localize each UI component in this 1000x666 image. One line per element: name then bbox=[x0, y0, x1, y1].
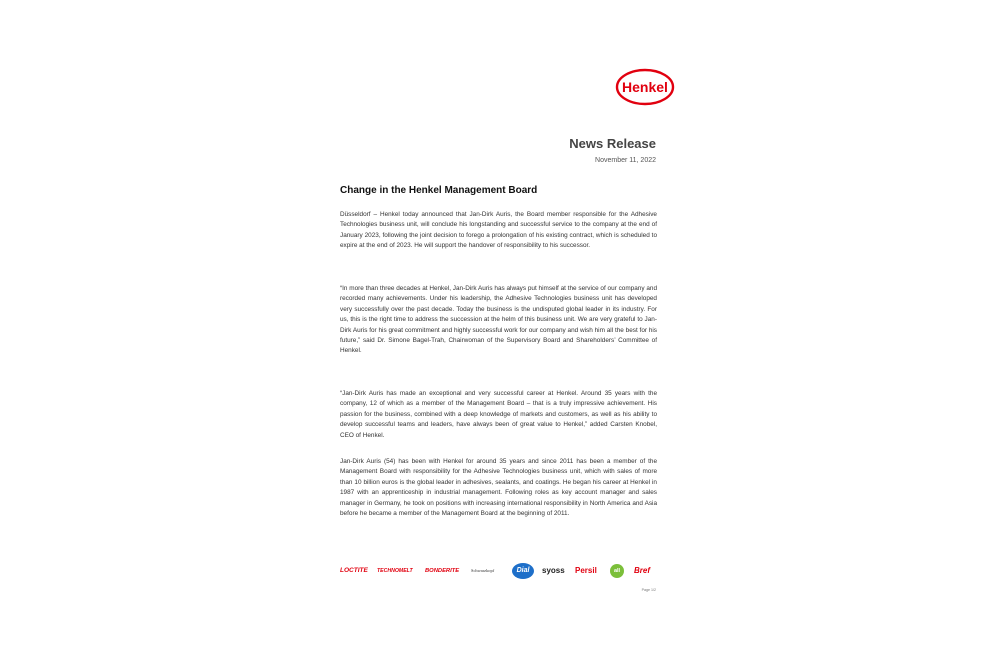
paragraph-4: Jan-Dirk Auris (54) has been with Henkel for around 35 years and since 2011 has been a member of the Management Board with responsibility for the Adhesive Technologies business unit, which with sales of more than 10 billion euros is the global leader in adhesives, sealants, and coatings. He began his career at Henkel in 1987 with an apprenticeship in industrial management. Following roles as key account manager and sales manager in Germany, he took on positions with increasing international responsibility in North America and Asia before he became a member of the Management Board at the beginning of 2011. bbox=[340, 458, 657, 518]
persil-logo: Persil bbox=[575, 566, 597, 575]
henkel-logo bbox=[615, 68, 675, 106]
paragraph-3: “Jan-Dirk Auris has made an exceptional and very successful career at Henkel. Around 35 years with the company, 12 of which as a member of the Management Board – that is a truly impressive achievement. His passion for the business, combined with a deep knowledge of markets and customers, as well as his ability to develop successful teams and leaders, have always been of great value to Henkel,” added Carsten Knobel, CEO of Henkel. bbox=[340, 390, 657, 439]
loctite-logo: LOCTITE bbox=[340, 567, 368, 574]
dial-logo: Dial bbox=[512, 563, 534, 579]
henkel-logo-text: Henkel bbox=[622, 79, 668, 95]
bref-logo: Bref bbox=[634, 566, 651, 575]
bonderite-logo: BONDERITE bbox=[425, 568, 460, 574]
technomelt-logo: TECHNOMELT bbox=[377, 568, 413, 574]
paragraph-1: Düsseldorf – Henkel today announced that Jan-Dirk Auris, the Board member responsible for the Adhesive Technologies business unit, will conclude his longstanding and successful service to the company at the end of January 2023, following the joint decision to forego a prolongation of his existing contract, which is scheduled to expire at the end of 2023. He will support the handover of responsibility to his successor. bbox=[340, 211, 657, 250]
release-date: November 11, 2022 bbox=[595, 157, 656, 164]
schwarzkopf-logo: Schwarzkopf bbox=[471, 568, 495, 573]
all-logo: all bbox=[610, 564, 624, 578]
brand-logo-row bbox=[340, 563, 657, 579]
page-number: Page 1/2 bbox=[641, 588, 656, 592]
paragraph-2: “In more than three decades at Henkel, Jan-Dirk Auris has always put himself at the service of our company and recorded many achievements. Under his leadership, the Adhesive Technologies business unit has developed very successfully over the past decade. Today the business is the undisputed global leader in its industry. For us, this is the right time to address the succession at the helm of this business unit. We are very grateful to Jan-Dirk Auris for his great commitment and highly successful work for our company and wish him all the best for his future,” said Dr. Simone Bagel-Trah, Chairwoman of the Supervisory Board and Shareholders’ Committee of Henkel. bbox=[340, 285, 657, 355]
headline: Change in the Henkel Management Board bbox=[340, 185, 538, 196]
syoss-logo: syoss bbox=[542, 566, 565, 575]
release-title: News Release bbox=[569, 136, 656, 151]
